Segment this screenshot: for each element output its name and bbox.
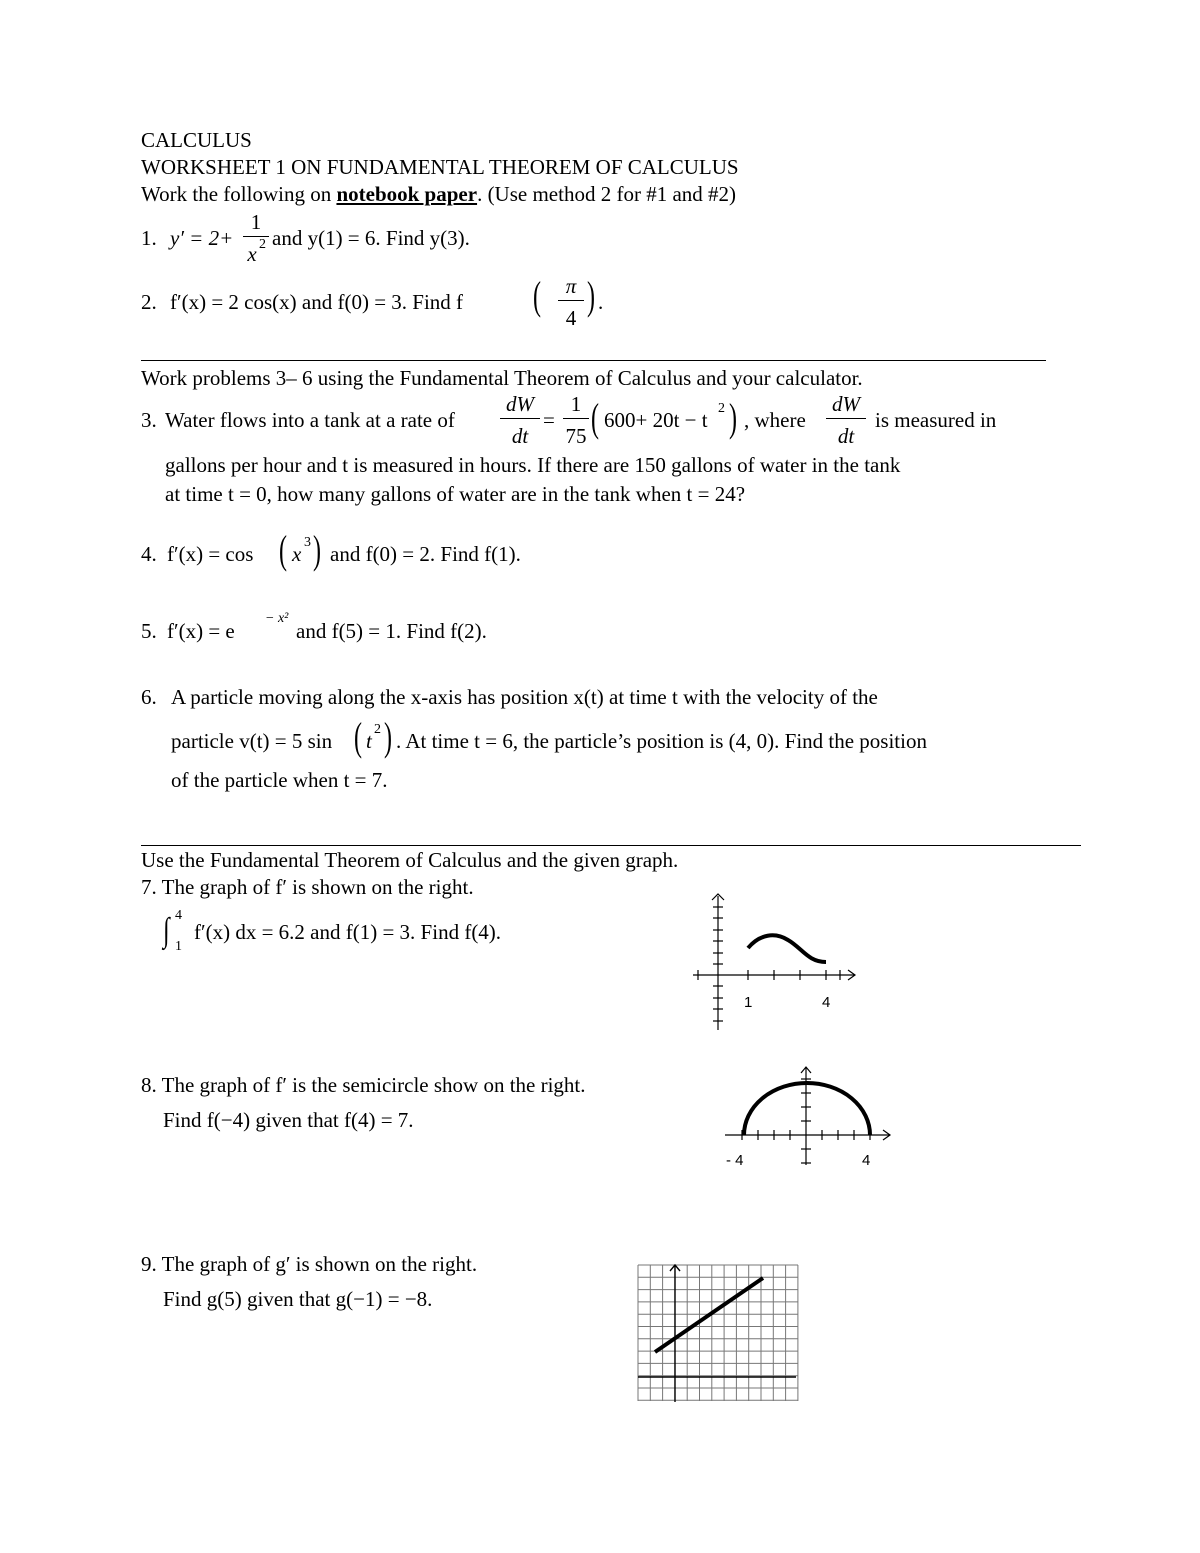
p1-numerator: 1 <box>250 210 262 234</box>
p9-line1: 9. The graph of g′ is shown on the right. <box>141 1252 478 1276</box>
p8-line2: Find f(−4) given that f(4) = 7. <box>163 1108 414 1132</box>
p3-left-paren: ( <box>591 395 599 440</box>
p8-tick-label-4: 4 <box>862 1152 871 1169</box>
course-title: CALCULUS <box>141 128 252 152</box>
p2-numerator: π <box>565 274 577 298</box>
p6-right-paren: ) <box>384 714 392 759</box>
p2-text: f′(x) = 2 cos(x) and f(0) = 3. Find f <box>170 290 464 314</box>
p3-line2: gallons per hour and t is measured in hours. If there are 150 gallons of water in the tank <box>165 453 901 477</box>
p3-poly: 600+ 20t − t <box>604 408 708 432</box>
p3-where: , where <box>744 408 806 432</box>
p7-line2: f′(x) dx = 6.2 and f(1) = 3. Find f(4). <box>194 920 502 944</box>
p7-curve <box>748 935 826 962</box>
p4-rest: and f(0) = 2. Find f(1). <box>330 542 521 566</box>
instructions-post: . (Use method 2 for #1 and #2) <box>477 182 737 206</box>
p3-where-numerator: dW <box>832 392 860 416</box>
p1-denominator: x <box>247 242 257 266</box>
p4-arg: x <box>292 542 302 566</box>
p2-number: 2. <box>141 290 157 314</box>
p7-graph <box>690 890 860 1035</box>
p9-line2: Find g(5) given that g(−1) = −8. <box>163 1287 433 1311</box>
p6-left-paren: ( <box>354 714 362 759</box>
p4-exponent: 3 <box>304 535 311 550</box>
p5-text: f′(x) = e <box>167 619 235 643</box>
p2-left-paren: ( <box>533 273 541 318</box>
p8-semicircle <box>744 1083 870 1135</box>
p7-integral-lower: 1 <box>175 939 182 954</box>
instructions-bold: notebook paper <box>336 182 478 206</box>
section-divider-1 <box>141 360 1046 361</box>
p5-rest: and f(5) = 1. Find f(2). <box>296 619 487 643</box>
p6-line3: of the particle when t = 7. <box>171 768 388 792</box>
p6-number: 6. <box>141 685 157 709</box>
p2-denominator: 4 <box>565 306 577 330</box>
p4-text: f′(x) = cos <box>167 542 254 566</box>
p6-line2b: . At time t = 6, the particle’s position is (4, 0). Find the position <box>396 729 927 753</box>
p3-equals: = <box>543 408 555 432</box>
p6-line2a: particle v(t) = 5 sin <box>171 729 333 753</box>
worksheet-title: WORKSHEET 1 ON FUNDAMENTAL THEOREM OF CALCULUS <box>141 155 739 179</box>
section-divider-2 <box>141 845 1081 846</box>
section2-instructions: Work problems 3– 6 using the Fundamental Theorem of Calculus and your calculator. <box>141 366 863 390</box>
p2-end: . <box>598 290 604 314</box>
p3-right-paren: ) <box>729 395 737 440</box>
p4-right-paren: ) <box>313 527 321 572</box>
p3-coeff-bar <box>563 418 589 419</box>
p3-rate-denominator: dt <box>511 424 529 448</box>
p7-line1: 7. The graph of f′ is shown on the right. <box>141 875 474 899</box>
p5-number: 5. <box>141 619 157 643</box>
p1-exponent: 2 <box>259 237 266 252</box>
p3-coeff-numerator: 1 <box>570 392 582 416</box>
p4-left-paren: ( <box>279 527 287 572</box>
p3-post: is measured in <box>875 408 997 432</box>
p3-where-denominator: dt <box>837 424 855 448</box>
p2-fraction-bar <box>558 300 584 301</box>
p2-right-paren: ) <box>587 273 595 318</box>
instructions <box>141 184 736 205</box>
p4-number: 4. <box>141 542 157 566</box>
p7-integral-upper: 4 <box>175 908 182 923</box>
p8-graph <box>720 1065 895 1175</box>
p3-rate-bar <box>500 418 540 419</box>
p7-tick-label-1: 1 <box>744 994 753 1011</box>
p6-line1: A particle moving along the x-axis has position x(t) at time t with the velocity of the <box>171 685 878 709</box>
p8-line1: 8. The graph of f′ is the semicircle show on the right. <box>141 1073 586 1097</box>
p1-rest: and y(1) = 6. Find y(3). <box>272 226 470 250</box>
p8-tick-label-neg4: - 4 <box>726 1152 744 1169</box>
p6-exponent: 2 <box>374 722 381 737</box>
p7-integral-sign: ∫ <box>163 912 170 949</box>
section3-instructions: Use the Fundamental Theorem of Calculus and the given graph. <box>141 848 679 872</box>
p9-grid <box>638 1265 798 1401</box>
p3-where-bar <box>826 418 866 419</box>
p3-rate-numerator: dW <box>506 392 534 416</box>
p5-exponent: − x² <box>265 611 289 626</box>
instructions-pre: Work the following on <box>141 182 337 206</box>
p1-lhs: y′ = 2+ <box>170 226 234 250</box>
p7-tick-label-4: 4 <box>822 994 831 1011</box>
p6-arg: t <box>366 729 372 753</box>
p9-graph <box>638 1265 798 1402</box>
p3-number: 3. <box>141 408 157 432</box>
p3-line3: at time t = 0, how many gallons of water are in the tank when t = 24? <box>165 482 746 506</box>
p9-line <box>655 1278 763 1352</box>
p3-coeff-denominator: 75 <box>565 424 587 448</box>
p1-number: 1. <box>141 226 157 250</box>
p3-pre: Water flows into a tank at a rate of <box>165 408 455 432</box>
p3-poly-exponent: 2 <box>718 401 725 416</box>
